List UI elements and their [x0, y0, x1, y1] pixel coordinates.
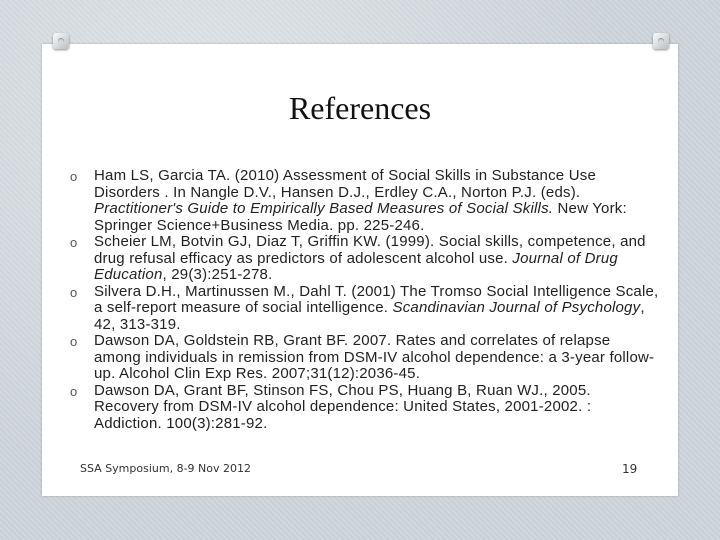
- reference-text-end: , 42, 313-319.: [94, 299, 645, 333]
- slide-footer: SSA Symposium, 8-9 Nov 2012: [80, 462, 251, 475]
- bullet-icon: o: [70, 383, 78, 399]
- reference-italic: Practitioner's Guide to Empirically Based Measures of Social Skills.: [94, 200, 554, 217]
- reference-item: [70, 234, 660, 284]
- bullet-icon: o: [70, 169, 78, 184]
- reference-list: [70, 168, 660, 432]
- reference-text-end: New York: Springer Science+Business Media. pp. 225-246.: [94, 200, 627, 234]
- bullet-icon: o: [70, 334, 78, 349]
- reference-text: Scheier LM, Botvin GJ, Diaz T, Griffin KW. (1999). Social skills, competence, and drug refusal efficacy as predictors of adolescent alcohol use.: [94, 233, 646, 267]
- pushpin-top-left-icon: [53, 33, 69, 49]
- reference-item: [70, 333, 660, 383]
- reference-italic: Journal of Drug Education: [94, 249, 618, 283]
- slide-title: References: [288, 90, 432, 126]
- reference-item: [70, 284, 660, 334]
- reference-text: Dawson DA, Goldstein RB, Grant BF. 2007. Rates and correlates of relapse among individuals in remission from DSM-IV alcohol dependence: a 3-year follow-up. Alcohol Clin Exp Res. 2007;31(12):2036-45.: [94, 332, 655, 382]
- reference-text-end: , 29(3):251-278.: [162, 266, 273, 283]
- bullet-icon: o: [70, 235, 78, 250]
- pushpin-top-right-icon: [653, 33, 669, 49]
- reference-text: Dawson DA, Grant BF, Stinson FS, Chou PS, Huang B, Ruan WJ., 2005. Recovery from DSM-IV alcohol dependence: United States, 2001-2002. : Addiction. 100(3):281-92.: [94, 381, 592, 432]
- reference-item: [70, 383, 660, 433]
- bullet-icon: o: [70, 284, 78, 300]
- reference-text: Silvera D.H., Martinussen M., Dahl T. (2001) The Tromso Social Intelligence Scale, a self-report measure of social intelligence.: [94, 282, 659, 316]
- page-number: 19: [622, 462, 638, 476]
- reference-text: Ham LS, Garcia TA. (2010) Assessment of Social Skills in Substance Use Disorders . In Nangle D.V., Hansen D.J., Erdley C.A., Norton P.J. (eds).: [94, 167, 596, 201]
- reference-italic: Scandinavian Journal of Psychology: [392, 299, 641, 316]
- reference-item: [70, 168, 660, 234]
